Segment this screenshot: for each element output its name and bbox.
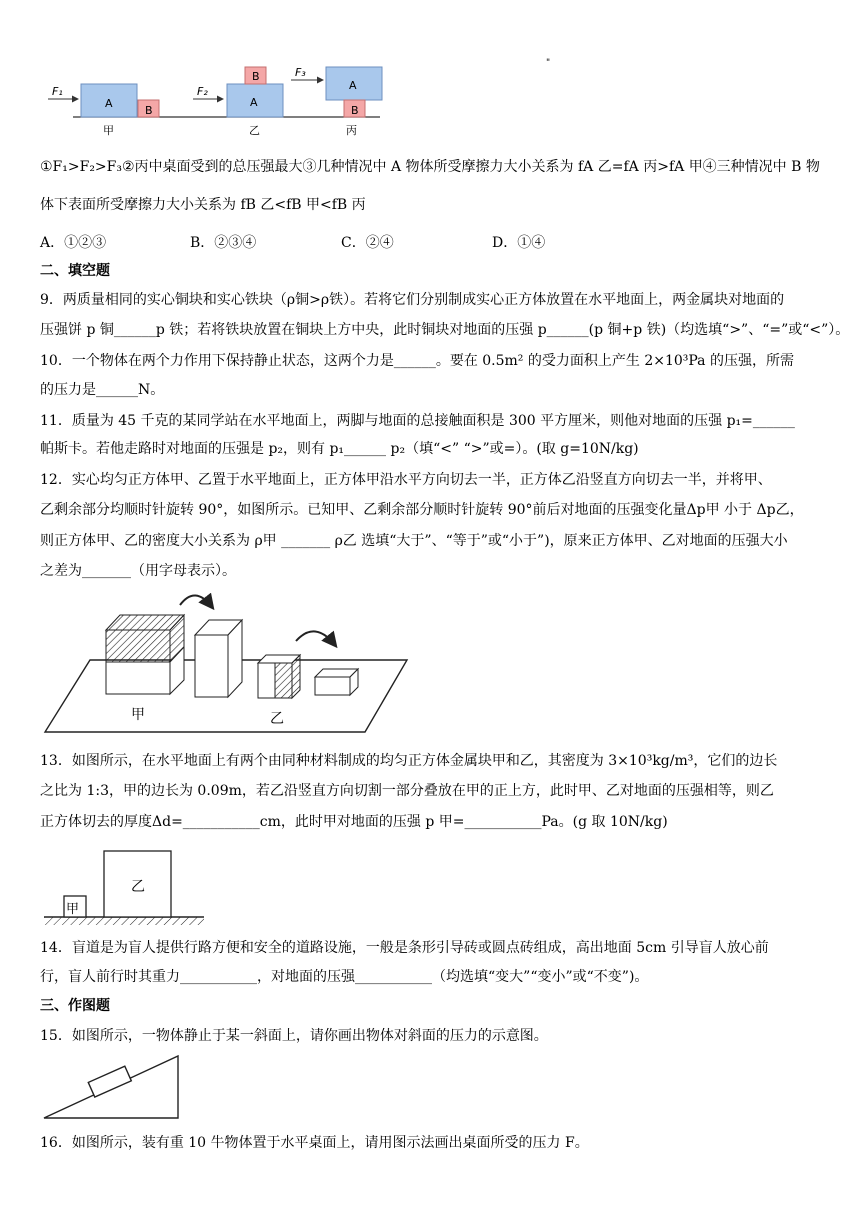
figure-incline — [40, 1052, 190, 1122]
q8-option-b[interactable]: B．②③④ — [190, 235, 257, 251]
q12-line2: 乙剩余部分均顺时针旋转 90°，如图所示。已知甲、乙剩余部分顺时针旋转 90°前后对地面的压强变化量Δp甲 小于 Δp乙， — [40, 502, 804, 518]
caption-yi: 乙 — [249, 124, 260, 137]
q15-text: 15．如图所示，一物体静止于某一斜面上，请你画出物体对斜面的压力的示意图。 — [40, 1028, 548, 1044]
q9-line1: 9．两质量相同的实心铜块和实心铁块（ρ铜>ρ铁）。若将它们分别制成实心正方体放置在水平地面上，两金属块对地面的 — [40, 292, 785, 308]
q10-line2: 的压力是______N。 — [40, 382, 165, 398]
block-b-label-2: B — [252, 70, 260, 83]
block-b-label-3: B — [351, 104, 359, 117]
q14-line2: 行，盲人前行时其重力___________，对地面的压强___________（均选填“变大”“变小”或“不变”)。 — [40, 969, 649, 985]
section-fill-in-heading: 二、填空题 — [40, 263, 110, 279]
force-f2-text: F₂ — [197, 85, 208, 98]
q8-option-c[interactable]: C．②④ — [341, 235, 394, 251]
q12-line4: 之差为_______（用字母表示）。 — [40, 563, 236, 579]
fig13-label-jia: 甲 — [66, 902, 80, 917]
q12-line3: 则正方体甲、乙的密度大小关系为 ρ甲 _______ ρ乙 选填“大于”、“等于”或“小于”)，原来正方体甲、乙对地面的压强大小 — [40, 533, 788, 549]
q10-line1: 10．一个物体在两个力作用下保持静止状态，这两个力是______。要在 0.5m² 的受力面积上产生 2×10³Pa 的压强，所需 — [40, 353, 794, 369]
force-f1-text: F₁ — [52, 85, 63, 98]
q8-option-a[interactable]: A．①②③ — [40, 235, 107, 251]
figure-cubes-rotated — [40, 585, 440, 735]
q13-line2: 之比为 1:3，甲的边长为 0.09m，若乙沿竖直方向切割一部分叠放在甲的正上方，此时甲、乙对地面的压强相等，则乙 — [40, 783, 774, 799]
fig13-label-yi: 乙 — [131, 879, 145, 895]
block-a-label-2: A — [250, 96, 258, 109]
block-a-label-1: A — [105, 97, 113, 110]
q13-line1: 13．如图所示，在水平地面上有两个由同种材料制成的均匀正方体金属块甲和乙，其密度为 3×10³kg/m³，它们的边长 — [40, 753, 778, 769]
caption-bing: 丙 — [346, 124, 357, 137]
q14-line1: 14．盲道是为盲人提供行路方便和安全的道路设施，一般是条形引导砖或圆点砖组成，高出地面 5cm 引导盲人放心前 — [40, 940, 769, 956]
block-a-label-3: A — [349, 79, 357, 92]
q11-line1: 11．质量为 45 千克的某同学站在水平地面上，两脚与地面的总接触面积是 300 平方厘米，则他对地面的压强 p₁=______ — [40, 413, 795, 429]
q8-option-d[interactable]: D．①④ — [492, 235, 546, 251]
q12-line1: 12．实心均匀正方体甲、乙置于水平地面上，正方体甲沿水平方向切去一半，正方体乙沿竖直方向切去一半，并将甲、 — [40, 472, 772, 488]
section-drawing-heading: 三、作图题 — [40, 998, 110, 1014]
q13-line3: 正方体切去的厚度Δd=___________cm，此时甲对地面的压强 p 甲=___________Pa。(g 取 10N/kg) — [40, 814, 668, 830]
q11-line2: 帕斯卡。若他走路时对地面的压强是 p₂，则有 p₁______ p₂（填“<” “>”或=）。(取 g=10N/kg) — [40, 441, 639, 457]
block-b-label-1: B — [145, 104, 153, 117]
fig12-caption-yi: 乙 — [270, 711, 284, 727]
force-label-f3 — [295, 66, 306, 79]
q8-line1: ①F₁>F₂>F₃②丙中桌面受到的总压强最大③几种情况中 A 物体所受摩擦力大小关系为 fA 乙=fA 丙>fA 甲④三种情况中 B 物 — [40, 159, 820, 175]
stray-mark: " — [546, 58, 551, 68]
q8-line2: 体下表面所受摩擦力大小关系为 fB 乙<fB 甲<fB 丙 — [40, 197, 366, 213]
fig12-caption-jia: 甲 — [131, 707, 145, 723]
force-label-f1 — [52, 85, 63, 98]
caption-jia: 甲 — [103, 124, 114, 137]
force-f3-text: F₃ — [295, 66, 306, 79]
q16-text: 16．如图所示，装有重 10 牛物体置于水平桌面上，请用图示法画出桌面所受的压力 F。 — [40, 1135, 589, 1151]
figure-two-cubes-ground — [40, 845, 210, 930]
q9-line2: 压强饼 p 铜______p 铁；若将铁块放置在铜块上方中央，此时铜块对地面的压强 p______(p 铜+p 铁)（均选填“>”、“=”或“<”）。 — [40, 322, 850, 338]
force-label-f2 — [197, 85, 208, 98]
